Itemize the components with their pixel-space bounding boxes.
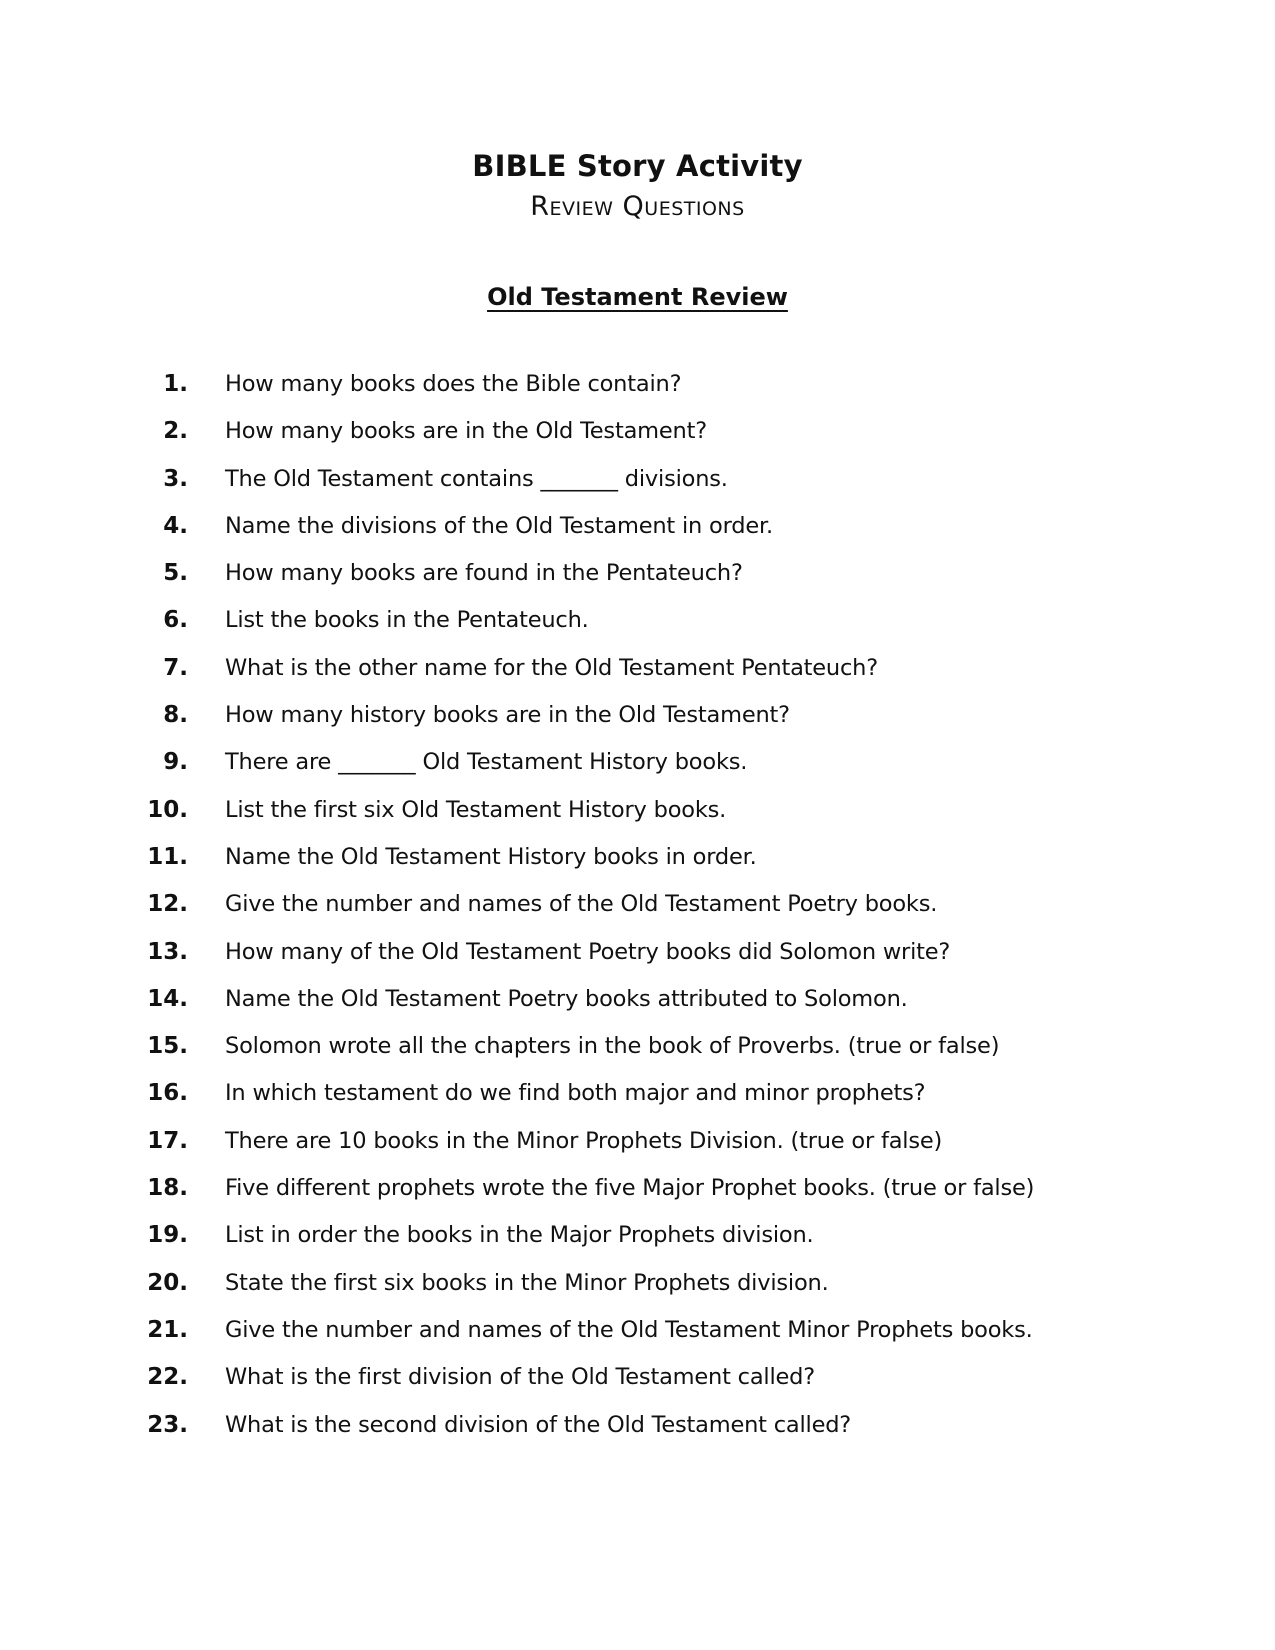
question-item: [0, 884, 1275, 931]
question-text: List in order the books in the Major Prophets division.: [225, 1222, 814, 1249]
question-number: 15.: [147, 1033, 188, 1060]
page-subtitle: Review Questions: [530, 191, 745, 222]
question-item: [0, 648, 1275, 695]
section-heading-text: Old Testament Review: [487, 283, 788, 311]
question-number: 9.: [163, 749, 188, 776]
question-number: 5.: [163, 560, 188, 587]
question-number: 4.: [163, 512, 188, 539]
question-number: 18.: [147, 1175, 188, 1202]
question-text: The Old Testament contains _______ divisions.: [225, 465, 728, 492]
question-number: 2.: [163, 418, 188, 445]
question-text: There are 10 books in the Minor Prophets Division. (true or false): [225, 1127, 943, 1154]
question-text: How many books are found in the Pentateuch?: [225, 560, 743, 587]
question-text: Give the number and names of the Old Testament Poetry books.: [225, 891, 938, 918]
question-number: 11.: [147, 843, 188, 870]
question-text: State the first six books in the Minor Prophets division.: [225, 1269, 829, 1296]
question-number: 23.: [147, 1411, 188, 1438]
question-number: 12.: [147, 891, 188, 918]
question-number: 21.: [147, 1316, 188, 1343]
question-number: 19.: [147, 1222, 188, 1249]
question-text: List the books in the Pentateuch.: [225, 607, 589, 634]
question-item: [0, 506, 1275, 553]
question-number: 16.: [147, 1080, 188, 1107]
question-text: Name the divisions of the Old Testament in order.: [225, 512, 773, 539]
question-item: [0, 600, 1275, 647]
question-number: 3.: [163, 465, 188, 492]
question-number: 7.: [163, 654, 188, 681]
question-item: [0, 1263, 1275, 1310]
question-number: 13.: [147, 938, 188, 965]
question-item: [0, 790, 1275, 837]
question-text: Five different prophets wrote the five Major Prophet books. (true or false): [225, 1175, 1035, 1202]
question-text: How many of the Old Testament Poetry books did Solomon write?: [225, 938, 951, 965]
question-text: Solomon wrote all the chapters in the book of Proverbs. (true or false): [225, 1033, 1000, 1060]
question-number: 17.: [147, 1127, 188, 1154]
question-text: How many books does the Bible contain?: [225, 371, 682, 397]
question-number: 6.: [163, 607, 188, 634]
question-item: [0, 1405, 1275, 1452]
question-number: 20.: [147, 1269, 188, 1296]
question-item: [0, 837, 1275, 884]
question-item: [0, 1168, 1275, 1215]
question-item: [0, 979, 1275, 1026]
question-number: 10.: [147, 796, 188, 823]
question-item: [0, 364, 1275, 411]
question-text: Give the number and names of the Old Testament Minor Prophets books.: [225, 1316, 1033, 1343]
question-item: [0, 695, 1275, 742]
question-item: [0, 1026, 1275, 1073]
question-text: There are _______ Old Testament History books.: [225, 749, 748, 776]
question-item: [0, 411, 1275, 458]
question-text: Name the Old Testament History books in order.: [225, 843, 757, 870]
question-text: How many books are in the Old Testament?: [225, 418, 707, 445]
question-number: 8.: [163, 702, 188, 729]
question-item: [0, 459, 1275, 506]
question-text: What is the first division of the Old Testament called?: [225, 1364, 815, 1391]
question-item: [0, 1357, 1275, 1404]
question-text: List the first six Old Testament History books.: [225, 796, 727, 823]
page-title: BIBLE Story Activity: [472, 149, 803, 183]
question-number: 22.: [147, 1364, 188, 1391]
question-text: In which testament do we find both major and minor prophets?: [225, 1080, 926, 1107]
question-text: What is the second division of the Old Testament called?: [225, 1411, 852, 1438]
question-item: [0, 932, 1275, 979]
question-text: How many history books are in the Old Testament?: [225, 702, 790, 729]
question-number: 14.: [147, 985, 188, 1012]
question-item: [0, 1073, 1275, 1120]
section-heading: [0, 282, 1275, 312]
question-text: What is the other name for the Old Testament Pentateuch?: [225, 654, 878, 681]
question-text: Name the Old Testament Poetry books attributed to Solomon.: [225, 985, 908, 1012]
question-item: [0, 1215, 1275, 1262]
question-item: [0, 742, 1275, 789]
question-item: [0, 1310, 1275, 1357]
question-item: [0, 553, 1275, 600]
question-list: [0, 364, 1275, 1452]
question-item: [0, 1121, 1275, 1168]
question-number: 1.: [163, 371, 188, 397]
